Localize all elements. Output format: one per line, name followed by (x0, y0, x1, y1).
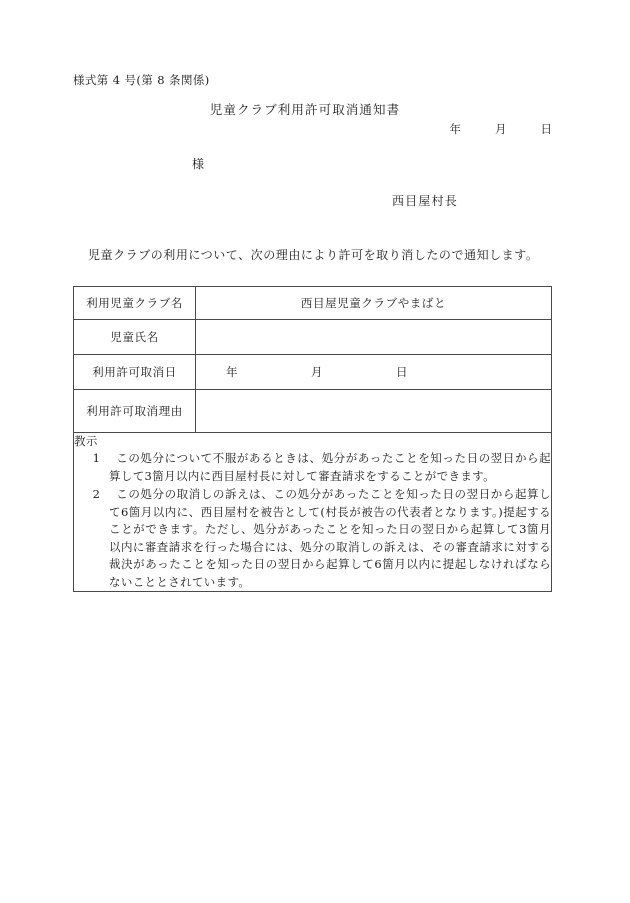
row-label-revocation-reason: 利用許可取消理由 (74, 390, 196, 433)
issue-date-year-label: 年 (449, 122, 461, 136)
row-value-revocation-reason[interactable] (196, 390, 552, 433)
notice-item-1-number: 1 (92, 451, 100, 465)
row-value-child-name[interactable] (196, 320, 552, 355)
revocation-date-fields (196, 364, 551, 380)
row-label-revocation-date: 利用許可取消日 (74, 355, 196, 390)
notice-item-1-text-wrap (109, 450, 551, 485)
notice-item-2-number: 2 (92, 487, 100, 501)
table-row (74, 355, 552, 390)
row-label-club-name: 利用児童クラブ名 (74, 287, 196, 320)
signer-name: 西目屋村長 (391, 194, 458, 208)
revocation-details-table (73, 286, 552, 592)
issue-date-line (0, 121, 630, 137)
notice-section (74, 433, 552, 592)
notice-item-2 (74, 486, 551, 591)
table-row (74, 390, 552, 433)
table-row (74, 320, 552, 355)
notice-item-1 (74, 450, 551, 485)
table-row (74, 287, 552, 320)
notice-item-1-text: この処分について不服があるときは、処分があったことを知った日の翌日から起算して3箇月以内に西目屋村長に対して審査請求をすることができます。 (109, 451, 551, 483)
addressee-honorific: 様 (192, 157, 205, 171)
issue-date-month-label: 月 (495, 122, 507, 136)
notice-item-2-text: この処分の取消しの訴えは、この処分があったことを知った日の翌日から起算して6箇月以内に、西目屋村を被告として(村長が被告の代表者となります。)提起することができます。ただし、処分があったことを知った日の翌日から起算して3箇月以内に審査請求を行った場合には、処分の取消しの訴えは、その審査請求に対する裁決があったことを知った日の翌日から起算して6箇月以内に提起しなければならないこととされています。 (109, 487, 551, 589)
notice-row (74, 433, 552, 592)
row-value-club-name[interactable]: 西目屋児童クラブやまばと (196, 287, 552, 320)
document-title: 児童クラブ利用許可取消通知書 (209, 102, 401, 117)
notice-title: 教示 (74, 434, 98, 448)
revocation-month-label: 月 (311, 365, 324, 379)
revocation-day-label: 日 (396, 365, 409, 379)
lead-paragraph: 児童クラブの利用について、次の理由により許可を取り消したので通知します。 (88, 248, 539, 262)
row-label-child-name: 児童氏名 (74, 320, 196, 355)
revocation-year-label: 年 (226, 365, 239, 379)
form-number: 様式第 4 号(第 8 条関係) (73, 73, 210, 87)
issue-date-day-label: 日 (540, 122, 552, 136)
row-value-revocation-date[interactable] (196, 355, 552, 390)
notice-item-2-text-wrap (109, 486, 551, 591)
